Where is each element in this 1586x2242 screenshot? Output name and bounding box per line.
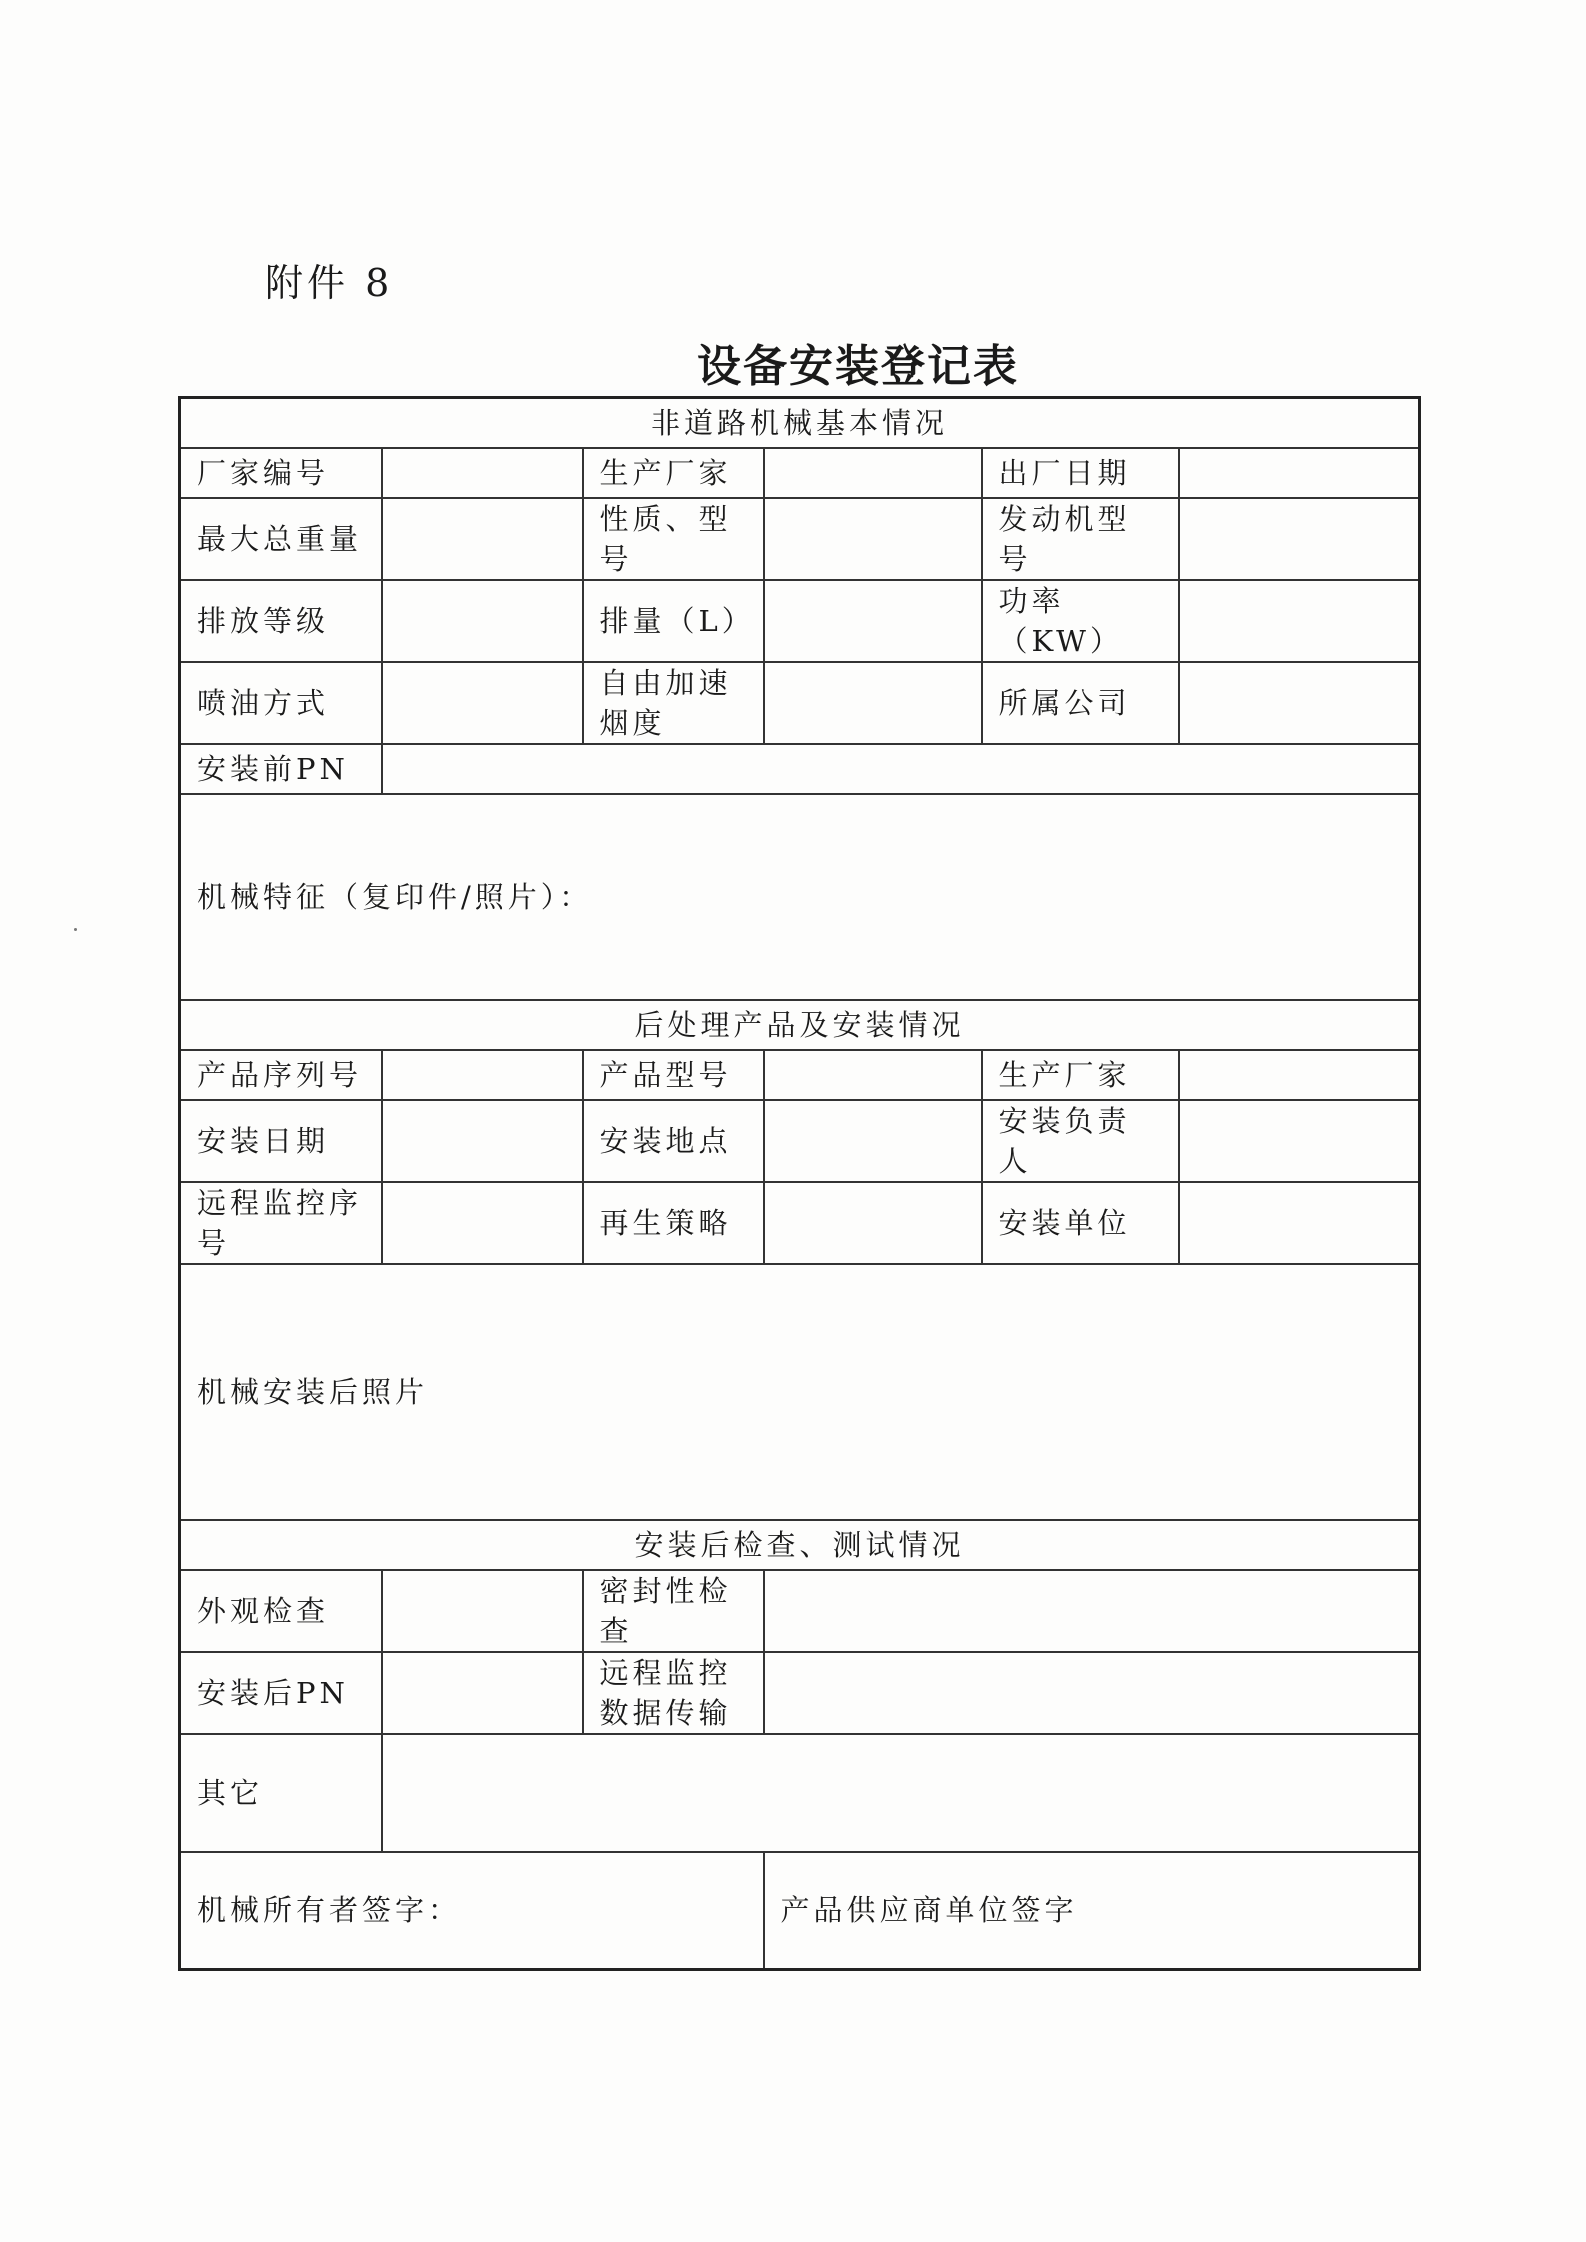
- regeneration-strategy-label: 再生策略: [583, 1182, 764, 1264]
- remote-monitor-number-label: 远程监控序号: [180, 1182, 382, 1264]
- displacement-label: 排量（L）: [583, 580, 764, 662]
- factory-number-field[interactable]: [382, 448, 583, 498]
- max-weight-label: 最大总重量: [180, 498, 382, 580]
- visual-inspection-field[interactable]: [382, 1570, 583, 1652]
- post-install-pn-field[interactable]: [382, 1652, 583, 1734]
- injection-method-field[interactable]: [382, 662, 583, 744]
- type-model-label: 性质、型号: [583, 498, 764, 580]
- section-basic-heading: 非道路机械基本情况: [180, 398, 1420, 448]
- manufacturer-field[interactable]: [764, 448, 982, 498]
- post-install-photo-label: 机械安装后照片: [197, 1374, 429, 1409]
- emission-level-label: 排放等级: [180, 580, 382, 662]
- owner-signature-area[interactable]: [180, 1852, 764, 1970]
- supplier-signature-area[interactable]: [764, 1852, 1420, 1970]
- machine-features-label: 机械特征（复印件/照片）：: [197, 879, 593, 914]
- other-field[interactable]: [382, 1734, 1420, 1852]
- owner-signature-label: 机械所有者签字：: [197, 1893, 462, 1928]
- injection-method-label: 喷油方式: [180, 662, 382, 744]
- install-date-field[interactable]: [382, 1100, 583, 1182]
- install-manager-label: 安装负责人: [982, 1100, 1179, 1182]
- install-location-label: 安装地点: [583, 1100, 764, 1182]
- machine-features-area[interactable]: [180, 794, 1420, 1000]
- registration-form: [178, 396, 1421, 1971]
- seal-check-label: 密封性检查: [583, 1570, 764, 1652]
- type-model-field[interactable]: [764, 498, 982, 580]
- section-inspection-heading: 安装后检查、测试情况: [180, 1520, 1420, 1570]
- product-model-field[interactable]: [764, 1050, 982, 1100]
- emission-level-field[interactable]: [382, 580, 583, 662]
- install-manager-field[interactable]: [1179, 1100, 1420, 1182]
- free-accel-smoke-field[interactable]: [764, 662, 982, 744]
- power-label: 功率（KW）: [982, 580, 1179, 662]
- serial-number-label: 产品序列号: [180, 1050, 382, 1100]
- install-unit-field[interactable]: [1179, 1182, 1420, 1264]
- install-location-field[interactable]: [764, 1100, 982, 1182]
- supplier-signature-label: 产品供应商单位签字: [780, 1893, 1078, 1928]
- visual-inspection-label: 外观检查: [180, 1570, 382, 1652]
- pre-install-pn-field[interactable]: [382, 744, 1420, 794]
- serial-number-field[interactable]: [382, 1050, 583, 1100]
- product-manufacturer-label: 生产厂家: [982, 1050, 1179, 1100]
- production-date-label: 出厂日期: [982, 448, 1179, 498]
- form-title: 设备安装登记表: [697, 341, 1019, 392]
- product-manufacturer-field[interactable]: [1179, 1050, 1420, 1100]
- remote-data-transfer-label: 远程监控数据传输: [583, 1652, 764, 1734]
- install-unit-label: 安装单位: [982, 1182, 1179, 1264]
- free-accel-smoke-label: 自由加速烟度: [583, 662, 764, 744]
- factory-number-label: 厂家编号: [180, 448, 382, 498]
- attachment-label: 附件 8: [265, 261, 394, 305]
- engine-model-label: 发动机型号: [982, 498, 1179, 580]
- remote-data-transfer-field[interactable]: [764, 1652, 1420, 1734]
- power-field[interactable]: [1179, 580, 1420, 662]
- max-weight-field[interactable]: [382, 498, 583, 580]
- regeneration-strategy-field[interactable]: [764, 1182, 982, 1264]
- production-date-field[interactable]: [1179, 448, 1420, 498]
- seal-check-field[interactable]: [764, 1570, 1420, 1652]
- scan-speck: [74, 928, 77, 931]
- company-field[interactable]: [1179, 662, 1420, 744]
- post-install-pn-label: 安装后PN: [180, 1652, 382, 1734]
- post-install-photo-area[interactable]: [180, 1264, 1420, 1520]
- section-install-heading: 后处理产品及安装情况: [180, 1000, 1420, 1050]
- displacement-field[interactable]: [764, 580, 982, 662]
- remote-monitor-number-field[interactable]: [382, 1182, 583, 1264]
- install-date-label: 安装日期: [180, 1100, 382, 1182]
- manufacturer-label: 生产厂家: [583, 448, 764, 498]
- product-model-label: 产品型号: [583, 1050, 764, 1100]
- other-label: 其它: [180, 1734, 382, 1852]
- pre-install-pn-label: 安装前PN: [180, 744, 382, 794]
- engine-model-field[interactable]: [1179, 498, 1420, 580]
- company-label: 所属公司: [982, 662, 1179, 744]
